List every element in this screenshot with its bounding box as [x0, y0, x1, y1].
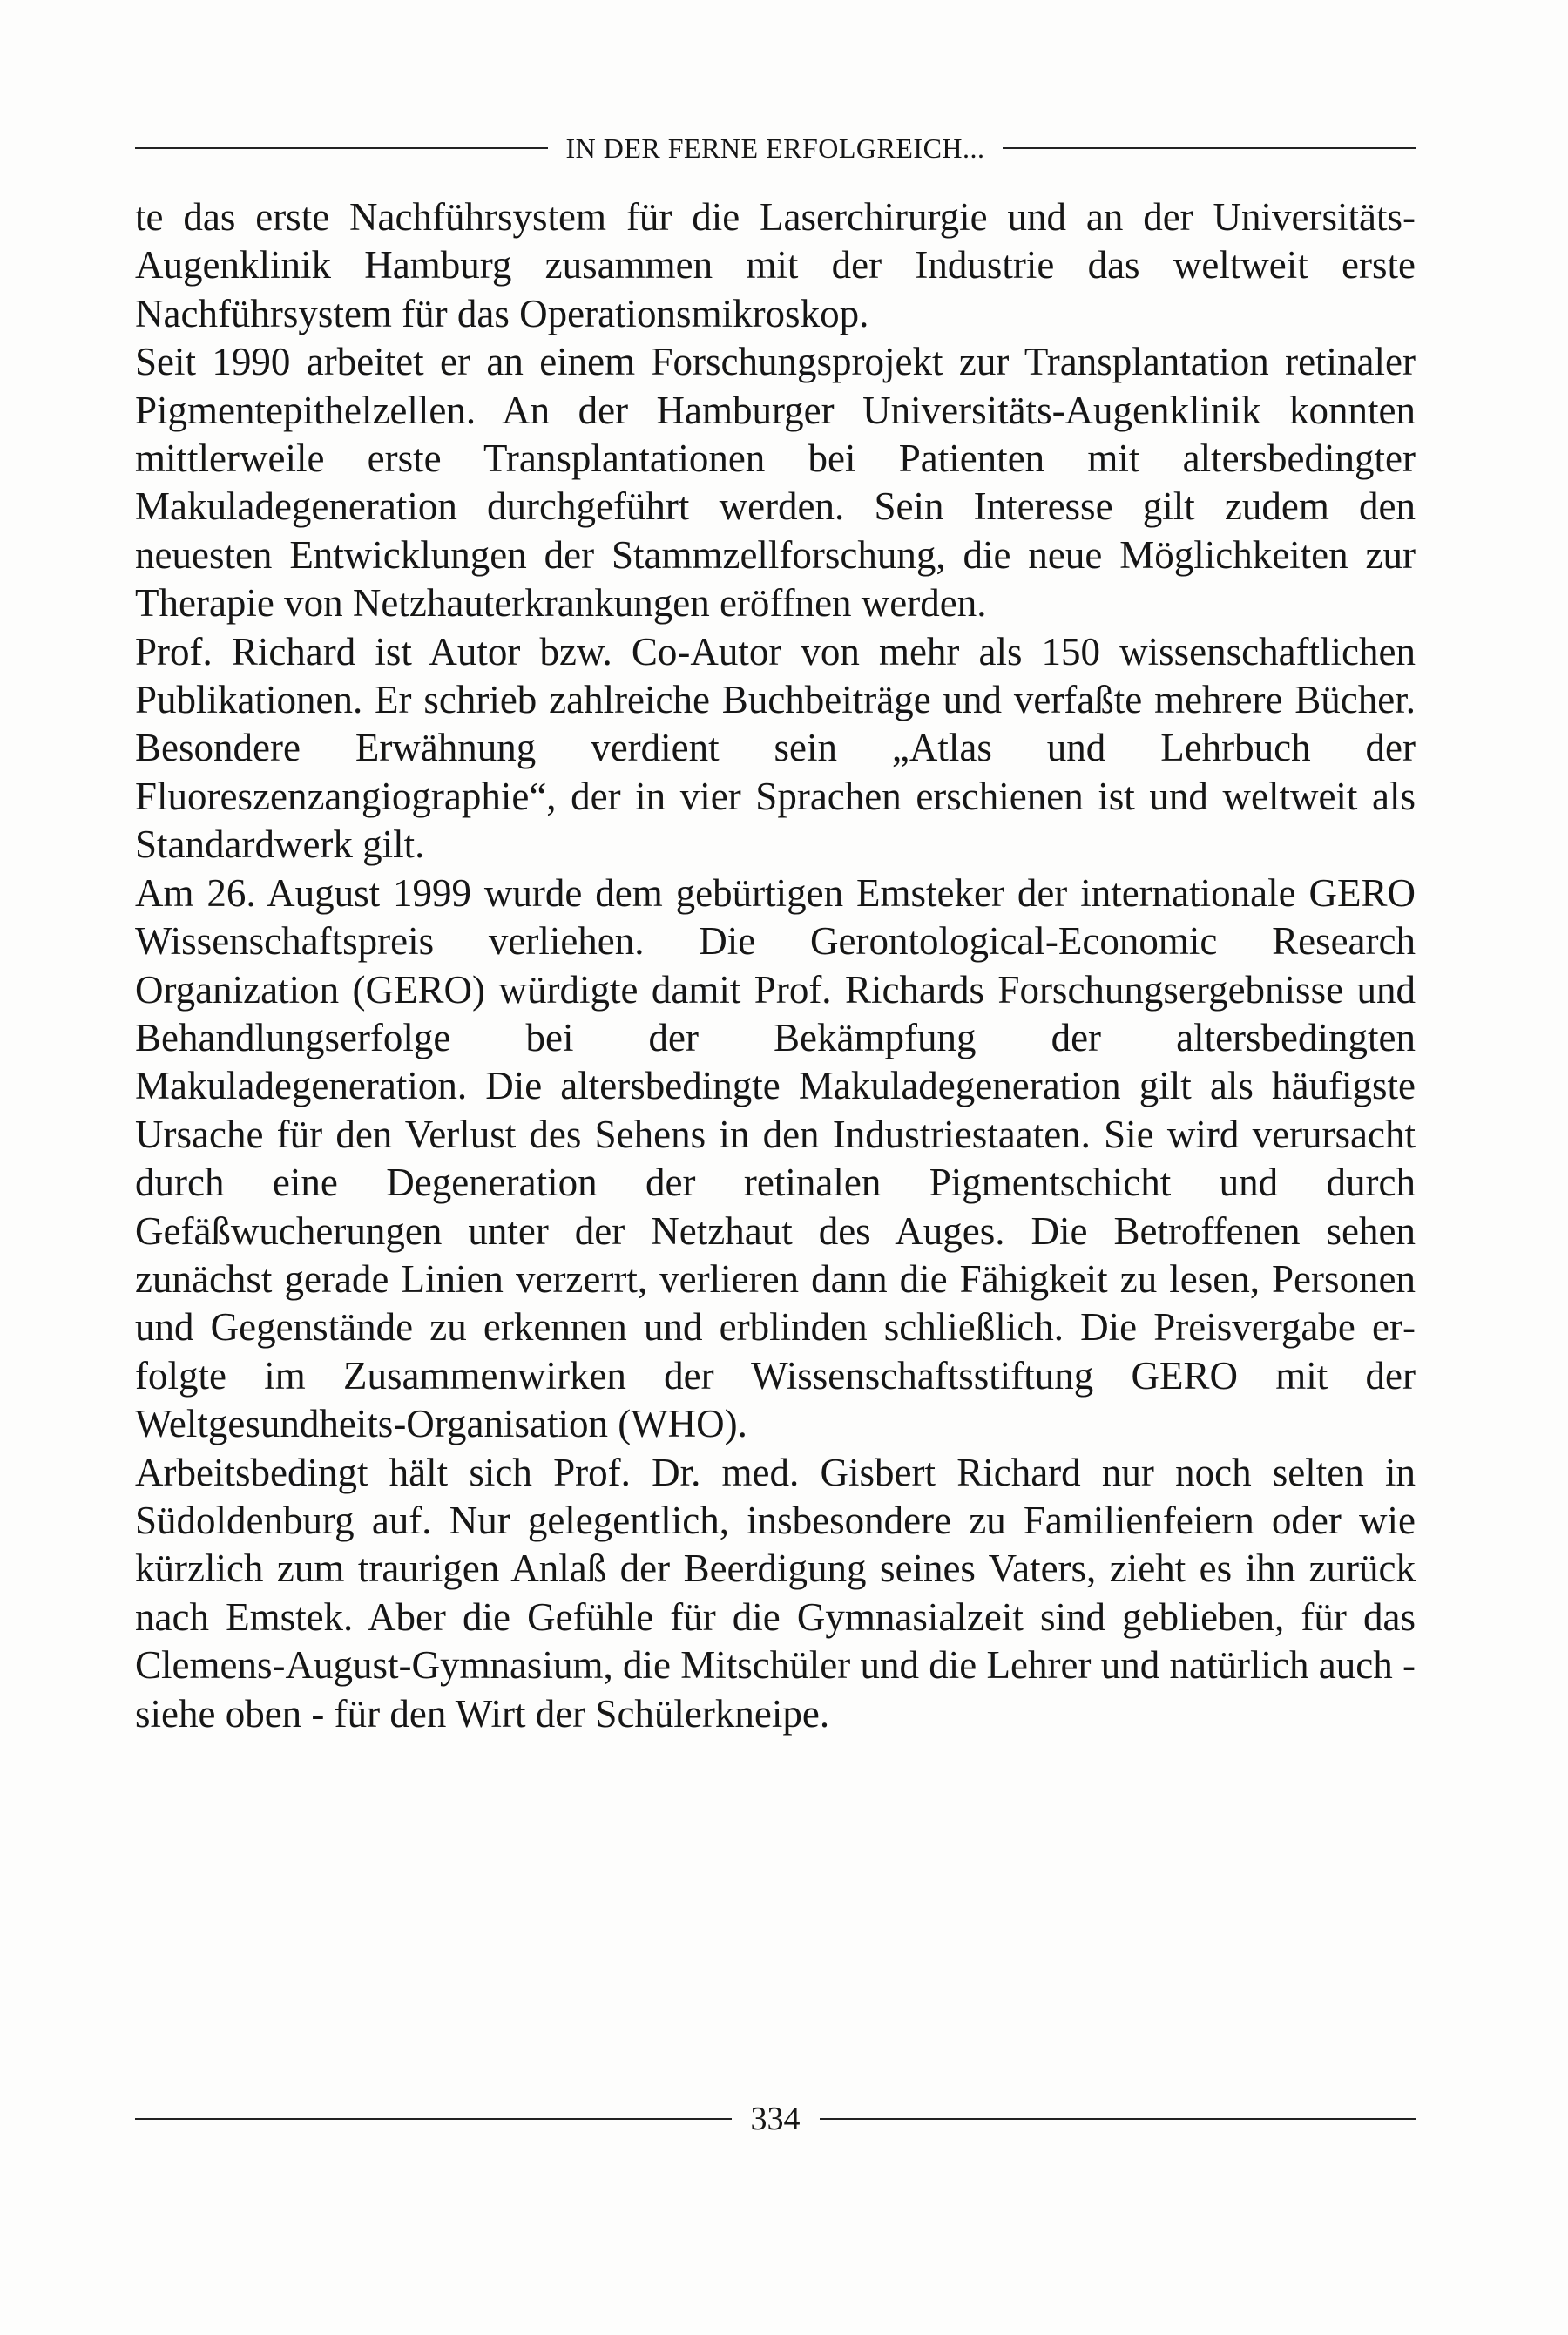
page-footer — [135, 2100, 1416, 2138]
header-rule-right — [1003, 147, 1416, 149]
footer-rule-left — [135, 2118, 732, 2120]
running-title: IN DER FERNE ERFOLGREICH... — [565, 132, 985, 164]
paragraph-1: te das erste Nachführsystem für die Laserchirurgie und an der Universitäts-Augenklinik Hamburg zusammen mit der Industrie das weltweit erste Nachführsystem für das Operationsmikroskop. — [135, 195, 1416, 335]
footer-rule-right — [820, 2118, 1416, 2120]
running-header — [135, 131, 1416, 166]
paragraph-2: Seit 1990 arbeitet er an einem Forschungsprojekt zur Transplantation retinaler Pigmentepithelzellen. An der Hamburger Universitäts-Augenklinik konnten mittlerweile erste Transplantationen bei Patienten mit altersbedingter Makuladegeneration durchgeführt werden. Sein Interesse gilt zudem den neuesten Entwicklungen der Stammzellforschung, die neue Möglichkeiten zur Therapie von Netzhauterkrankungen eröffnen werden. — [135, 340, 1416, 626]
page-number: 334 — [750, 2101, 801, 2137]
header-rule-left — [135, 147, 548, 149]
body-text — [135, 193, 1416, 1738]
paragraph-5: Arbeitsbedingt hält sich Prof. Dr. med. Gisbert Richard nur noch selten in Südoldenburg auf. Nur gelegentlich, insbesondere zu Familienfeiern oder wie kürzlich zum traurigen Anlaß der Beerdigung seines Vaters, zieht es ihn zurück nach Emstek. Aber die Gefühle für die Gymnasialzeit sind geblieben, für das Clemens-August-Gymnasium, die Mitschüler und die Lehrer und natürlich auch - siehe oben - für den Wirt der Schülerkneipe. — [135, 1450, 1416, 1736]
paragraph-3: Prof. Richard ist Autor bzw. Co-Autor von mehr als 150 wissenschaftlichen Publikationen. Er schrieb zahlreiche Buchbeiträge und verfaßte mehrere Bücher. Besondere Erwähnung verdient sein „Atlas und Lehrbuch der Fluoreszenzangiographie“, der in vier Sprachen erschienen ist und weltweit als Standardwerk gilt. — [135, 629, 1416, 867]
paragraph-4: Am 26. August 1999 wurde dem gebürtigen Emsteker der internationale GERO Wissenschaftspreis verliehen. Die Gerontological-Economic Research Organization (GERO) würdigte damit Prof. Richards Forschungsergebnisse und Behandlungserfolge bei der Bekämpfung der altersbedingten Makuladegeneration. Die altersbedingte Makuladegeneration gilt als häufigste Ursache für den Verlust des Sehens in den Industriestaaten. Sie wird verursacht durch eine Degeneration der retinalen Pigmentschicht und durch Gefäßwucherungen unter der Netzhaut des Auges. Die Betroffenen sehen zunächst gerade Linien verzerrt, verlieren dann die Fähigkeit zu lesen, Personen und Gegenstände zu erkennen und erblinden schließlich. Die Preisvergabe erfolgte im Zusammenwirken der Wissenschaftsstiftung GERO mit der Weltgesundheits-Organisation (WHO). — [135, 870, 1416, 1446]
